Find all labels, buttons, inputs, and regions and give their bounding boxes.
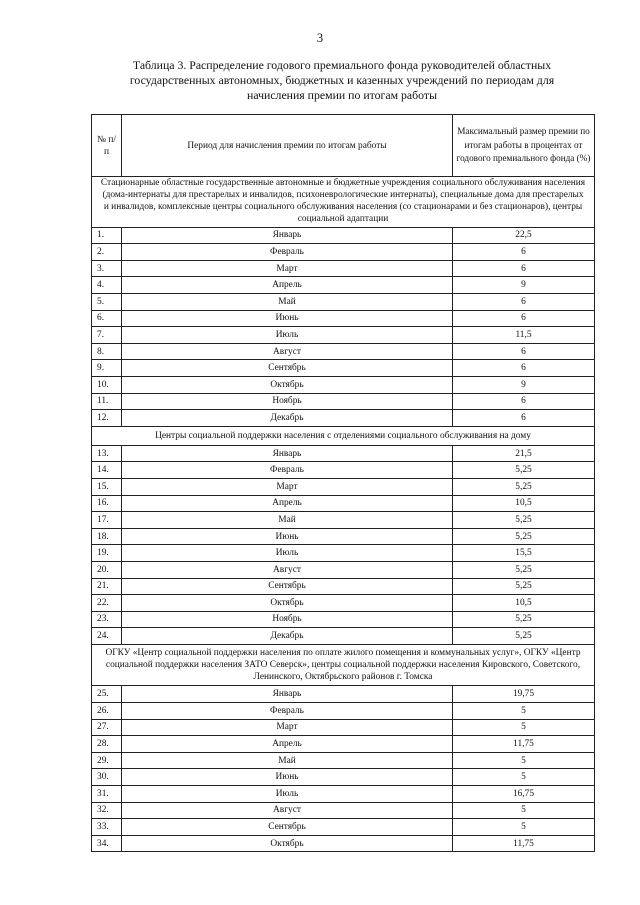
- row-number: 11.: [92, 393, 122, 410]
- table-body: [92, 177, 595, 852]
- row-period: Июль: [122, 327, 453, 344]
- table-row: [92, 376, 595, 393]
- row-value: 5: [453, 703, 595, 720]
- table-row: [92, 462, 595, 479]
- row-period: Январь: [122, 686, 453, 703]
- row-value: 6: [453, 360, 595, 377]
- row-value: 16,75: [453, 786, 595, 803]
- table-row: [92, 343, 595, 360]
- row-number: 12.: [92, 410, 122, 427]
- row-period: Апрель: [122, 495, 453, 512]
- row-period: Апрель: [122, 277, 453, 294]
- row-period: Февраль: [122, 703, 453, 720]
- section-header-row: [92, 426, 595, 445]
- row-value: 5,25: [453, 528, 595, 545]
- row-value: 5,25: [453, 628, 595, 645]
- table-row: [92, 703, 595, 720]
- row-period: Октябрь: [122, 376, 453, 393]
- row-number: 1.: [92, 227, 122, 244]
- row-value: 15,5: [453, 545, 595, 562]
- header-period: Период для начисления премии по итогам работы: [122, 115, 453, 177]
- row-value: 9: [453, 376, 595, 393]
- row-value: 5,25: [453, 512, 595, 529]
- row-value: 19,75: [453, 686, 595, 703]
- row-period: Октябрь: [122, 835, 453, 852]
- row-period: Январь: [122, 227, 453, 244]
- table-header-row: [92, 115, 595, 177]
- row-number: 13.: [92, 445, 122, 462]
- page-number: 3: [316, 31, 324, 45]
- row-period: Ноябрь: [122, 393, 453, 410]
- row-period: Август: [122, 343, 453, 360]
- row-number: 7.: [92, 327, 122, 344]
- row-number: 28.: [92, 736, 122, 753]
- section-header-row: [92, 177, 595, 228]
- table-row: [92, 611, 595, 628]
- row-number: 20.: [92, 561, 122, 578]
- row-period: Январь: [122, 445, 453, 462]
- row-period: Май: [122, 512, 453, 529]
- row-period: Июнь: [122, 769, 453, 786]
- row-period: Декабрь: [122, 410, 453, 427]
- row-number: 8.: [92, 343, 122, 360]
- row-value: 6: [453, 410, 595, 427]
- row-value: 5,25: [453, 611, 595, 628]
- table-row: [92, 360, 595, 377]
- row-value: 11,5: [453, 327, 595, 344]
- row-period: Март: [122, 260, 453, 277]
- row-period: Март: [122, 719, 453, 736]
- row-value: 10,5: [453, 495, 595, 512]
- table-row: [92, 561, 595, 578]
- row-value: 6: [453, 260, 595, 277]
- header-max-premium: Максимальный размер премии по итогам работы в процентах от годового премиального фонда (%): [453, 115, 595, 177]
- row-number: 4.: [92, 277, 122, 294]
- row-period: Февраль: [122, 244, 453, 261]
- row-period: Июнь: [122, 310, 453, 327]
- row-period: Февраль: [122, 462, 453, 479]
- row-period: Сентябрь: [122, 819, 453, 836]
- table-row: [92, 260, 595, 277]
- table-row: [92, 244, 595, 261]
- row-number: 16.: [92, 495, 122, 512]
- row-number: 2.: [92, 244, 122, 261]
- row-period: Ноябрь: [122, 611, 453, 628]
- table-row: [92, 752, 595, 769]
- row-value: 5,25: [453, 561, 595, 578]
- row-number: 14.: [92, 462, 122, 479]
- section-title: Стационарные областные государственные автономные и бюджетные учреждения социального обслуживания населения (дома-интернаты для престарелых и инвалидов, психоневрологические интернаты), специальные дома для престарелых и инвалидов, комплексные центры социального обслуживания населения (со стационарами и без стационаров), центры социальной адаптации: [92, 177, 595, 228]
- row-value: 6: [453, 294, 595, 311]
- section-title: Центры социальной поддержки населения с отделениями социального обслуживания на дому: [92, 426, 595, 445]
- row-period: Июнь: [122, 528, 453, 545]
- row-number: 6.: [92, 310, 122, 327]
- row-number: 23.: [92, 611, 122, 628]
- table-row: [92, 769, 595, 786]
- row-period: Май: [122, 294, 453, 311]
- row-value: 5,25: [453, 478, 595, 495]
- row-period: Март: [122, 478, 453, 495]
- row-number: 29.: [92, 752, 122, 769]
- row-number: 15.: [92, 478, 122, 495]
- row-value: 21,5: [453, 445, 595, 462]
- table-row: [92, 835, 595, 852]
- row-value: 6: [453, 310, 595, 327]
- table-row: [92, 802, 595, 819]
- row-value: 11,75: [453, 736, 595, 753]
- row-value: 5: [453, 802, 595, 819]
- table-row: [92, 410, 595, 427]
- row-value: 11,75: [453, 835, 595, 852]
- row-period: Сентябрь: [122, 360, 453, 377]
- table-row: [92, 628, 595, 645]
- table-row: [92, 719, 595, 736]
- table-row: [92, 819, 595, 836]
- row-number: 18.: [92, 528, 122, 545]
- row-number: 31.: [92, 786, 122, 803]
- table-row: [92, 478, 595, 495]
- row-period: Август: [122, 561, 453, 578]
- row-number: 27.: [92, 719, 122, 736]
- row-period: Май: [122, 752, 453, 769]
- table-row: [92, 578, 595, 595]
- table-row: [92, 393, 595, 410]
- row-value: 5: [453, 819, 595, 836]
- table-row: [92, 786, 595, 803]
- row-number: 17.: [92, 512, 122, 529]
- table-row: [92, 310, 595, 327]
- row-value: 9: [453, 277, 595, 294]
- row-value: 5: [453, 752, 595, 769]
- row-number: 32.: [92, 802, 122, 819]
- table-row: [92, 545, 595, 562]
- row-value: 6: [453, 343, 595, 360]
- row-number: 22.: [92, 595, 122, 612]
- table-title: Таблица 3. Распределение годового премиального фонда руководителей областных государственных автономных, бюджетных и казенных учреждений по периодам для начисления премии по итогам работы: [129, 58, 555, 102]
- table-row: [92, 686, 595, 703]
- section-title: ОГКУ «Центр социальной поддержки населения по оплате жилого помещения и коммунальных услуг», ОГКУ «Центр социальной поддержки населения ЗАТО Северск», центры социальной поддержки населения Кировского, Советского, Ленинского, Октябрьского районов г. Томска: [92, 644, 595, 686]
- row-period: Июль: [122, 786, 453, 803]
- row-value: 5: [453, 719, 595, 736]
- row-value: 6: [453, 244, 595, 261]
- row-number: 25.: [92, 686, 122, 703]
- row-number: 3.: [92, 260, 122, 277]
- row-number: 9.: [92, 360, 122, 377]
- row-value: 5: [453, 769, 595, 786]
- table-row: [92, 277, 595, 294]
- table-row: [92, 445, 595, 462]
- row-number: 21.: [92, 578, 122, 595]
- row-number: 24.: [92, 628, 122, 645]
- row-value: 5,25: [453, 462, 595, 479]
- table-row: [92, 595, 595, 612]
- table-row: [92, 736, 595, 753]
- row-period: Август: [122, 802, 453, 819]
- premium-distribution-table: [91, 114, 595, 852]
- row-number: 10.: [92, 376, 122, 393]
- table-row: [92, 495, 595, 512]
- row-number: 33.: [92, 819, 122, 836]
- section-header-row: [92, 644, 595, 686]
- table-row: [92, 528, 595, 545]
- row-period: Декабрь: [122, 628, 453, 645]
- row-period: Сентябрь: [122, 578, 453, 595]
- row-number: 34.: [92, 835, 122, 852]
- table-row: [92, 327, 595, 344]
- row-period: Октябрь: [122, 595, 453, 612]
- row-number: 5.: [92, 294, 122, 311]
- header-number: № п/п: [92, 115, 122, 177]
- row-period: Апрель: [122, 736, 453, 753]
- row-value: 10,5: [453, 595, 595, 612]
- table-row: [92, 227, 595, 244]
- table-row: [92, 294, 595, 311]
- row-number: 19.: [92, 545, 122, 562]
- table-row: [92, 512, 595, 529]
- row-value: 6: [453, 393, 595, 410]
- row-value: 5,25: [453, 578, 595, 595]
- row-value: 22,5: [453, 227, 595, 244]
- row-period: Июль: [122, 545, 453, 562]
- row-number: 26.: [92, 703, 122, 720]
- row-number: 30.: [92, 769, 122, 786]
